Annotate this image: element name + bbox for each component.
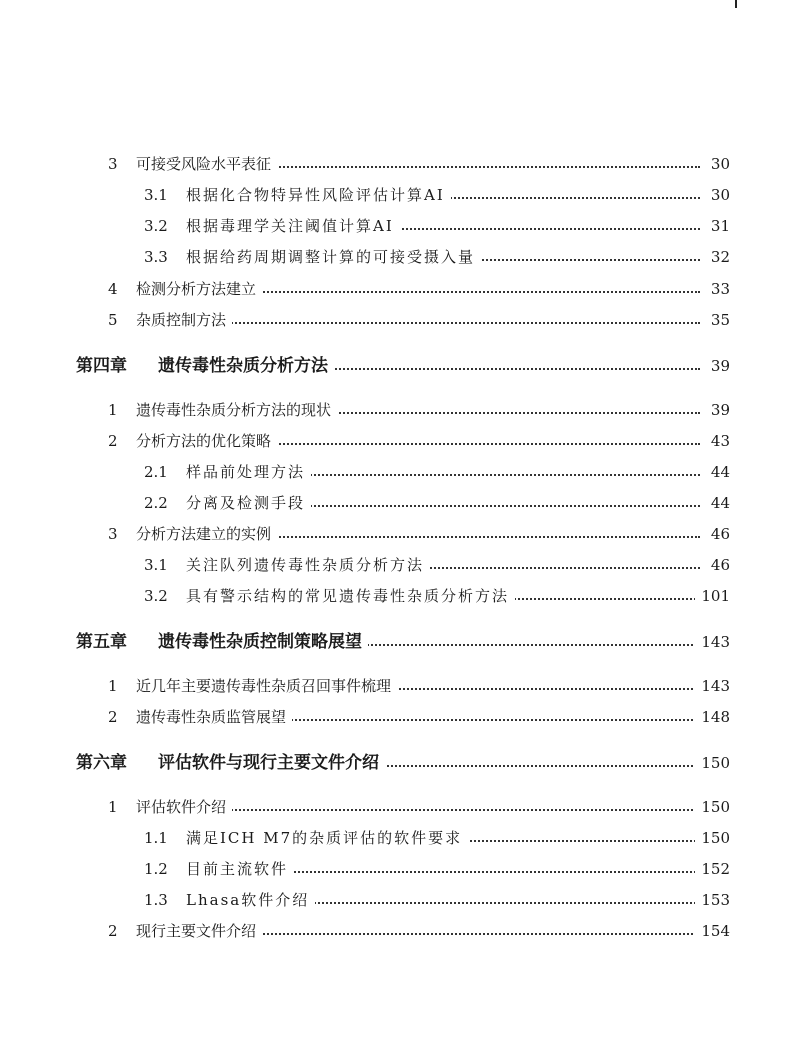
toc-entry[interactable] [0,214,800,238]
toc-entry-title: 现行主要文件介绍 [136,919,262,943]
toc-entry-number: 1 [108,798,118,816]
toc-entry-title: Lhasa软件介绍 [186,888,315,912]
toc-entry[interactable] [0,491,800,515]
toc-entry-title: 遗传毒性杂质分析方法的现状 [136,398,337,422]
toc-entry-page: 35 [705,308,730,332]
toc-entry-number: 3.3 [144,248,168,266]
toc-entry[interactable] [0,429,800,453]
toc-entry-page: 43 [705,429,730,453]
toc-entry-title: 遗传毒性杂质监管展望 [136,705,292,729]
toc-entry-title: 分析方法的优化策略 [136,429,277,453]
toc-entry-page: 148 [695,705,730,729]
toc-entry-number: 1.3 [144,891,168,909]
toc-entry-title: 可接受风险水平表征 [136,152,277,176]
toc-entry[interactable] [0,705,800,729]
toc-entry-page: 143 [695,674,730,698]
toc-entry-page: 30 [705,152,730,176]
toc-entry-title: 根据给药周期调整计算的可接受摄入量 [186,245,481,269]
toc-entry-title: 检测分析方法建立 [136,277,262,301]
toc-entry-page: 32 [705,245,730,269]
toc-entry-number: 2 [108,708,118,726]
toc-entry-number: 1 [108,677,118,695]
toc-entry[interactable] [0,398,800,422]
chapter-number: 第五章 [76,632,127,652]
toc-entry[interactable] [0,795,800,819]
toc-chapter[interactable] [0,630,800,654]
toc-entry-number: 3 [108,525,118,543]
toc-entry-title: 杂质控制方法 [136,308,232,332]
toc-entry-title: 满足ICH M7的杂质评估的软件要求 [186,826,468,850]
toc-entry-number: 1.1 [144,829,168,847]
toc-entry[interactable] [0,245,800,269]
toc-entry[interactable] [0,553,800,577]
chapter-page: 150 [695,751,730,775]
chapter-page: 39 [705,354,730,378]
toc-entry-page: 153 [695,888,730,912]
toc-entry[interactable] [0,277,800,301]
toc-entry-page: 31 [705,214,730,238]
chapter-title: 遗传毒性杂质分析方法 [158,354,334,378]
toc-entry-number: 2.1 [144,463,168,481]
toc-entry-title: 关注队列遗传毒性杂质分析方法 [186,553,430,577]
toc-entry[interactable] [0,460,800,484]
toc-entry-page: 30 [705,183,730,207]
toc-entry-number: 3.2 [144,217,168,235]
toc-chapter[interactable] [0,751,800,775]
toc-entry-number: 4 [108,280,118,298]
toc-entry-number: 3.1 [144,556,168,574]
toc-entry-page: 154 [695,919,730,943]
toc-entry-number: 5 [108,311,118,329]
toc-entry-title: 评估软件介绍 [136,795,232,819]
chapter-page: 143 [695,630,730,654]
toc-entry[interactable] [0,308,800,332]
toc-entry-title: 近几年主要遗传毒性杂质召回事件梳理 [136,674,397,698]
toc-entry-number: 3.1 [144,186,168,204]
toc-entry-title: 分离及检测手段 [186,491,311,515]
toc-entry-title: 具有警示结构的常见遗传毒性杂质分析方法 [186,584,515,608]
toc-entry-number: 2 [108,432,118,450]
chapter-number: 第四章 [76,356,127,376]
toc-entry-page: 46 [705,553,730,577]
toc-entry[interactable] [0,888,800,912]
chapter-number: 第六章 [76,753,127,773]
toc-entry-page: 44 [705,491,730,515]
chapter-title: 评估软件与现行主要文件介绍 [158,751,385,775]
toc-entry[interactable] [0,919,800,943]
toc-entry[interactable] [0,183,800,207]
toc-entry-title: 目前主流软件 [186,857,294,881]
toc-entry[interactable] [0,584,800,608]
toc-entry-title: 根据化合物特异性风险评估计算AI [186,183,451,207]
toc-entry-page: 46 [705,522,730,546]
toc-entry-number: 1 [108,401,118,419]
toc-entry-number: 2 [108,922,118,940]
toc-entry-number: 3 [108,155,118,173]
toc-entry-title: 分析方法建立的实例 [136,522,277,546]
toc-entry-page: 150 [695,795,730,819]
toc-entry[interactable] [0,522,800,546]
toc-entry[interactable] [0,152,800,176]
toc-entry-page: 150 [695,826,730,850]
toc-entry-number: 1.2 [144,860,168,878]
toc-entry-number: 2.2 [144,494,168,512]
toc-entry-page: 101 [695,584,730,608]
toc-entry-title: 根据毒理学关注阈值计算AI [186,214,400,238]
toc-entry-page: 39 [705,398,730,422]
toc-entry[interactable] [0,857,800,881]
toc-entry-number: 3.2 [144,587,168,605]
toc-entry[interactable] [0,826,800,850]
toc-chapter[interactable] [0,354,800,378]
toc-entry-title: 样品前处理方法 [186,460,311,484]
toc-entry-page: 33 [705,277,730,301]
toc-entry-page: 152 [695,857,730,881]
toc-entry-page: 44 [705,460,730,484]
chapter-title: 遗传毒性杂质控制策略展望 [158,630,368,654]
toc-entry[interactable] [0,674,800,698]
